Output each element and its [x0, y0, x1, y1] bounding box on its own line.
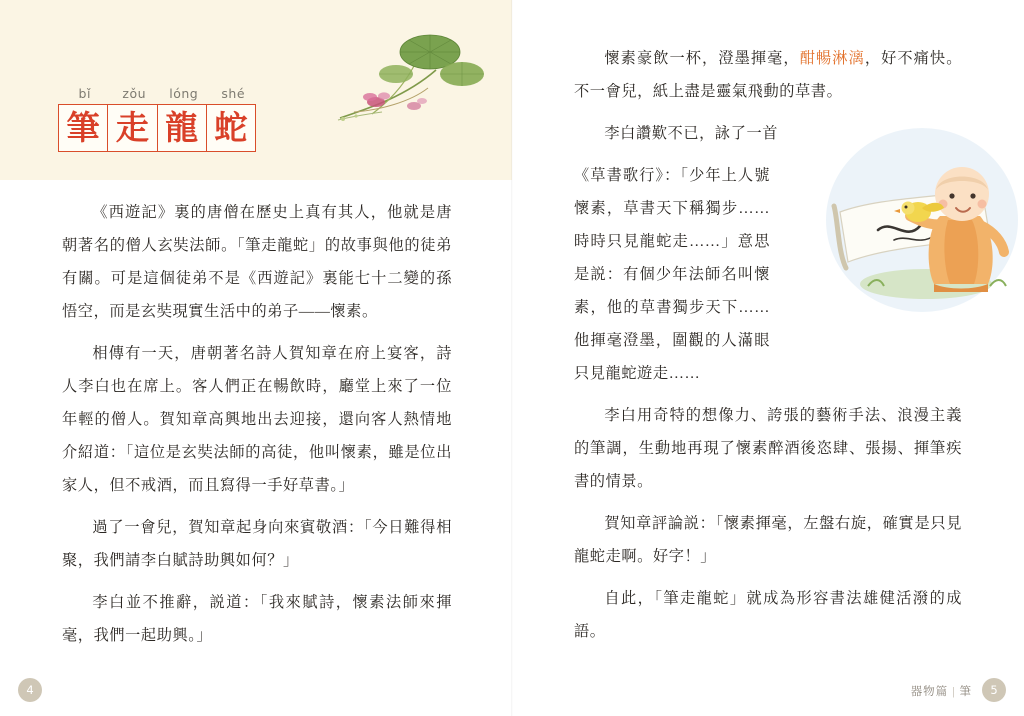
pinyin-4: shé — [221, 86, 246, 101]
title-char-2: 走 — [108, 105, 157, 151]
paragraph: 《西遊記》裏的唐僧在歷史上真有其人，他就是唐朝著名的僧人玄奘法師。「筆走龍蛇」的故事與他的徒弟有關。可是這個徒弟不是《西遊記》裏能七十二變的孫悟空，而是玄奘現實生活中的弟子——懷素。 — [62, 204, 452, 320]
title-character-boxes — [58, 104, 256, 152]
running-head-separator: | — [952, 686, 956, 698]
monk-with-scroll-illustration — [822, 120, 1018, 316]
lotus-illustration — [310, 22, 490, 132]
paragraph: 賀知章評論説：「懷素揮毫，左盤右旋，確實是只見龍蛇走啊。好字！」 — [574, 515, 962, 565]
page-number-right: 5 — [982, 678, 1006, 702]
running-head-topic: 筆 — [959, 686, 972, 698]
paragraph: 自此，「筆走龍蛇」就成為形容書法雄健活潑的成語。 — [574, 590, 962, 640]
title-char-1: 筆 — [59, 105, 108, 151]
title-char-4: 蛇 — [214, 108, 248, 147]
chapter-title — [58, 86, 268, 152]
left-body-text — [62, 196, 452, 661]
pinyin-1: bǐ — [78, 86, 91, 101]
title-char-3: 龍 — [158, 105, 207, 151]
pinyin-3: lóng — [169, 86, 199, 101]
title-pinyin-row — [60, 86, 258, 101]
paragraph: 李白讚歎不已，詠了一首 — [604, 125, 779, 142]
highlighted-idiom: 酣暢淋漓 — [799, 50, 865, 67]
page-number-left: 4 — [18, 678, 42, 702]
right-page — [512, 0, 1024, 716]
paragraph-with-highlight — [574, 42, 962, 108]
paragraph: 相傳有一天，唐朝著名詩人賀知章在府上宴客，詩人李白也在席上。客人們正在暢飲時，廳堂上來了一位年輕的僧人。賀知章高興地出去迎接，還向客人熱情地介紹道：「這位是玄奘法師的高徒，他叫懷素，雖是位出家人，但不戒酒，而且寫得一手好草書。」 — [62, 345, 452, 494]
paragraph: 李白用奇特的想像力、誇張的藝術手法、浪漫主義的筆調，生動地再現了懷素醉酒後恣肆、張揚、揮筆疾書的情景。 — [574, 407, 962, 490]
paragraph-text: 《草書歌行》：「少年上人號懷素，草書天下稱獨步……時時只見龍蛇走……」意思是説：有個少年法師名叫懷素，他的草書獨步天下……他揮毫澄墨，圍觀的人滿眼只見龍蛇遊走…… — [574, 167, 770, 382]
running-head-section: 器物篇 — [910, 686, 949, 698]
paragraph: 過了一會兒，賀知章起身向來賓敬酒：「今日難得相聚，我們請李白賦詩助興如何？」 — [62, 519, 452, 569]
para-text-before: 懷素豪飲一杯，澄墨揮毫， — [604, 50, 800, 67]
paragraph: 李白並不推辭，説道：「我來賦詩，懷素法師來揮毫，我們一起助興。」 — [62, 594, 452, 644]
pinyin-2: zǒu — [122, 86, 147, 101]
para-text-after: ，好不痛快。不一會兒，紙上盡是靈氣飛動的草書。 — [574, 50, 962, 100]
running-head — [911, 683, 972, 699]
